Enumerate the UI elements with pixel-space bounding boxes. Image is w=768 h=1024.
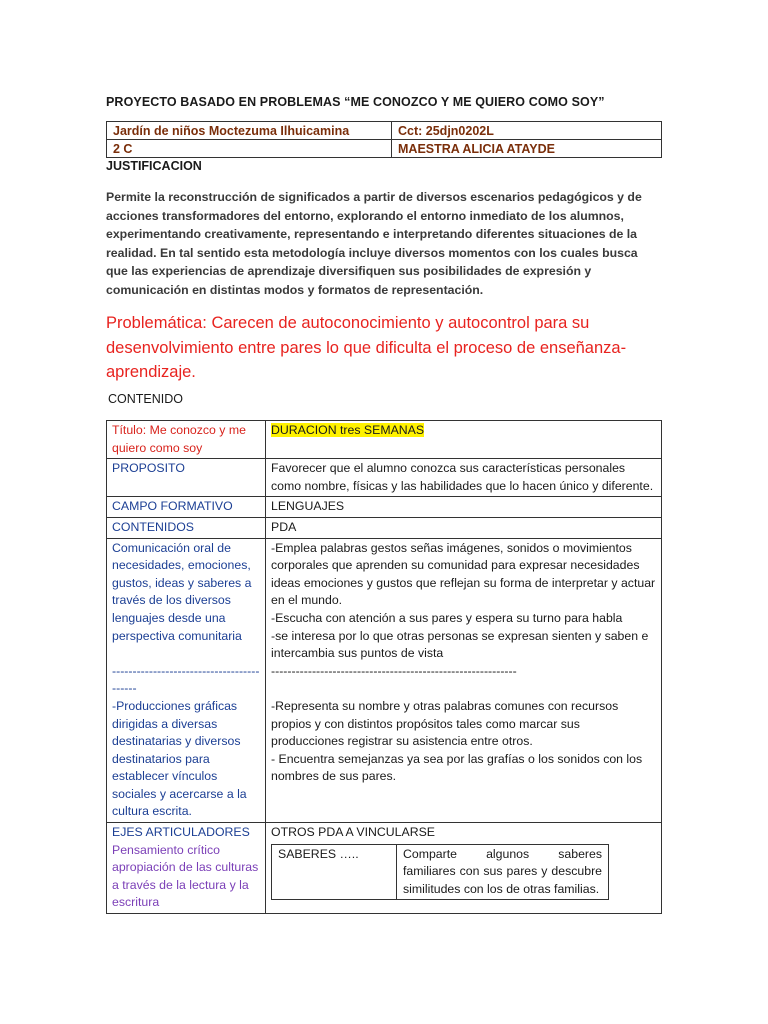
table-row	[107, 517, 662, 538]
saberes-text: Comparte algunos saberes familiares con sus pares y descubre similitudes con los de otras familias.	[397, 844, 609, 900]
table-row	[107, 538, 662, 823]
purpose-text: Favorecer que el alumno conozca sus características personales como nombre, físicas y las habilidades que lo hacen único y diferente.	[266, 459, 662, 497]
duration-cell	[266, 421, 662, 459]
justification-text: Permite la reconstrucción de significados a partir de diversos escenarios pedagógicos y de acciones transformadores del entorno, explorando el entorno inmediato de los alumnos, experimentando creativamente, representando e interpretando diferentes situaciones de la realidad. En tal sentido esta metodología incluye diversos momentos con los cuales busca que las experiencias de aprendizaje diversifiquen sus posibilidades de expresión y comunicación en distintas modos y formatos de representación.	[106, 190, 642, 297]
title-label: Título: Me conozco y me quiero como soy	[107, 421, 266, 459]
other-pda-label: OTROS PDA A VINCULARSE	[271, 825, 436, 840]
purpose-label: PROPOSITO	[107, 459, 266, 497]
pda-right: -Emplea palabras gestos señas imágenes, sonidos o movimientos corporales que aprenden su comunidad para expresar necesidades ideas emociones y gustos que reflejan su forma de interpretar y actuar en el mundo. -Escucha con atención a sus pares y espera su turno para habla -se interesa por lo que otras personas se expresan sienten y saben e intercambia sus puntos de vista ------------------------------------------------------------ -Representa su nombre y otras palabras comunes con recursos propios y con distintos propósitos tales como marcar sus producciones registrar su asistencia entre otros. - Encuentra semejanzas ya sea por las grafías o los sonidos con los nombres de sus pares.	[266, 538, 662, 823]
saberes-table	[271, 844, 609, 901]
saberes-label: SABERES …..	[272, 844, 397, 900]
content-table	[106, 420, 662, 914]
axes-text: Pensamiento crítico apropiación de las culturas a través de la lectura y la escritura	[112, 842, 259, 910]
problem-statement: Problemática: Carecen de autoconocimiento y autocontrol para su desenvolvimiento entre pares lo que dificulta el proceso de enseñanza-aprendizaje.	[106, 314, 627, 381]
content-heading: CONTENIDO	[108, 392, 183, 406]
table-row	[107, 823, 662, 914]
duration-text: DURACION tres SEMANAS	[271, 423, 425, 437]
table-row	[107, 497, 662, 518]
contents-label: CONTENIDOS	[107, 517, 266, 538]
school-info-table	[106, 121, 662, 158]
axes-label: EJES ARTICULADORES	[112, 825, 250, 840]
teacher-name: MAESTRA ALICIA ATAYDE	[392, 140, 662, 158]
table-row	[107, 421, 662, 459]
axes-cell	[107, 823, 266, 914]
school-name: Jardín de niños Moctezuma Ilhuicamina	[107, 122, 392, 140]
table-row	[107, 459, 662, 497]
document-title: PROYECTO BASADO EN PROBLEMAS “ME CONOZCO Y ME QUIERO COMO SOY”	[106, 95, 605, 109]
cct-code: Cct: 25djn0202L	[392, 122, 662, 140]
field-label: CAMPO FORMATIVO	[107, 497, 266, 518]
field-value: LENGUAJES	[266, 497, 662, 518]
justification-heading: JUSTIFICACION	[106, 159, 202, 173]
other-pda-cell	[266, 823, 662, 914]
group: 2 C	[107, 140, 392, 158]
content-left: Comunicación oral de necesidades, emociones, gustos, ideas y saberes a través de los diversos lenguajes desde una perspectiva comunitaria ------------------------------------------ -Producciones gráficas dirigidas a diversas destinatarias y diversos destinatarios para establecer vínculos sociales y acercarse a la cultura escrita.	[107, 538, 266, 823]
pda-label: PDA	[266, 517, 662, 538]
